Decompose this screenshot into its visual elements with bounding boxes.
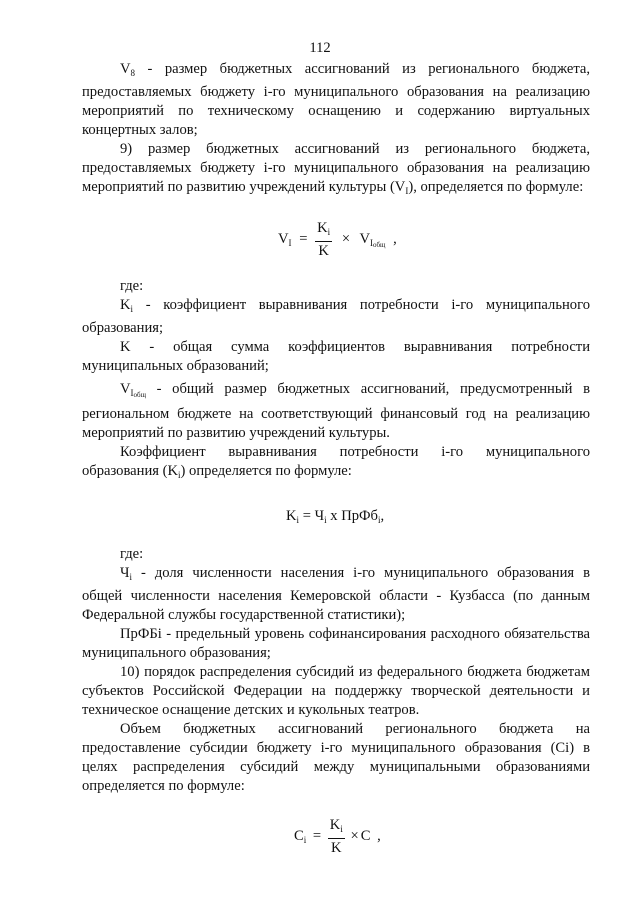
formula-sub: i xyxy=(303,834,307,845)
formula-ci xyxy=(82,796,590,866)
formula-comma: , xyxy=(377,827,381,844)
fraction-numerator xyxy=(328,816,345,839)
formula-ki xyxy=(82,485,590,541)
paragraph-item-9 xyxy=(82,140,590,201)
definition-ki xyxy=(82,296,590,338)
formula-text: = Ч xyxy=(299,508,325,524)
definition-chi xyxy=(82,564,590,625)
paragraph-item-10: 10) порядок распределения субсидий из федерального бюджета бюджетам субъектов Российской Федерации на поддержку творческой деятельности и техническое оснащение детских и кукольных театров. xyxy=(82,664,590,718)
formula-sub: I xyxy=(369,237,373,248)
where-label: где: xyxy=(120,278,144,294)
paragraph-v8 xyxy=(82,60,590,140)
formula-v1 xyxy=(82,201,590,267)
paragraph-text: - доля численности населения i-го муниципального образования в общей численности населения Кемеровской области - Кузбасса (по данным Федеральной службы государственной статистики); xyxy=(82,565,590,623)
formula-rhs: V xyxy=(359,230,370,247)
paragraph-text: ) определяется по формуле: xyxy=(180,463,352,479)
formula-subsub: общ xyxy=(372,240,386,249)
subscript: i xyxy=(178,470,181,480)
symbol-k: K xyxy=(120,297,131,313)
fraction-denominator: K xyxy=(331,840,342,856)
paragraph-text: - коэффициент выравнивания потребности i-го муниципального образования; xyxy=(82,297,590,336)
paragraph-text: - размер бюджетных ассигнований из регионального бюджета, предоставляемых бюджету i-го муниципального образования на реализацию мероприятий по техническому оснащению и содержанию виртуальных концертных залов; xyxy=(82,61,590,138)
definition-v-total xyxy=(82,380,590,443)
page-number: 112 xyxy=(309,40,331,56)
paragraph-text: 9) размер бюджетных ассигнований из регионального бюджета, предоставляемых бюджету i-го муниципального образования на реализацию мероприятий по развитию учреждений культуры (V xyxy=(82,141,590,195)
paragraph-text: Коэффициент выравнивания потребности i-го муниципального образования (K xyxy=(82,444,590,479)
subscript: i xyxy=(129,572,133,582)
formula-sub: I xyxy=(288,237,292,248)
fraction-numerator xyxy=(315,219,332,242)
formula-sub: i xyxy=(324,515,327,525)
formula-text: х ПрФб xyxy=(326,508,378,524)
formula-comma: , xyxy=(380,508,385,524)
formula-k: K xyxy=(286,508,297,524)
formula-lhs: C xyxy=(294,827,304,844)
formula-equals: = xyxy=(299,230,308,247)
subsubscript: общ xyxy=(133,391,146,399)
formula-times: × xyxy=(350,827,359,844)
definition-k: K - общая сумма коэффициентов выравнивания потребности муниципальных образований; xyxy=(82,339,590,374)
paragraph-text: ), определяется по формуле: xyxy=(408,179,584,195)
subscript: I xyxy=(405,186,409,196)
definition-prfbi: ПрФБi - предельный уровень софинансирования расходного обязательства муниципального образования; xyxy=(82,626,590,661)
document-body xyxy=(82,60,590,866)
formula-fraction xyxy=(315,219,332,260)
where-label: где: xyxy=(120,546,144,562)
symbol-v: V xyxy=(120,381,131,397)
paragraph-coefficient xyxy=(82,443,590,485)
subscript: i xyxy=(130,304,134,314)
formula-sub: i xyxy=(327,227,331,237)
symbol-v: V xyxy=(120,61,131,77)
fraction-denominator: K xyxy=(318,243,329,259)
formula-equals: = xyxy=(312,827,322,844)
formula-times: × xyxy=(341,230,351,247)
formula-comma: , xyxy=(393,230,397,247)
formula-fraction xyxy=(328,816,345,857)
subscript: 8 xyxy=(130,68,136,78)
formula-sub: i xyxy=(377,515,381,525)
symbol-ch: Ч xyxy=(120,565,130,581)
formula-lhs: V xyxy=(278,230,289,247)
formula-sub: i xyxy=(296,515,300,525)
formula-k: K xyxy=(329,817,341,833)
formula-k: K xyxy=(317,220,328,236)
subscript: I xyxy=(130,388,134,398)
formula-sub: i xyxy=(340,824,343,834)
paragraph-text: - общий размер бюджетных ассигнований, предусмотренный в региональном бюджете на соответствующий финансовый год на реализацию мероприятий по развитию учреждений культуры. xyxy=(82,381,590,441)
formula-rhs: C xyxy=(360,827,371,844)
paragraph-volume: Объем бюджетных ассигнований регионального бюджета на предоставление субсидии бюджету i-го муниципального образования (Ci) в целях распределения субсидий между муниципальными образованиями определяется по формуле: xyxy=(82,721,590,794)
